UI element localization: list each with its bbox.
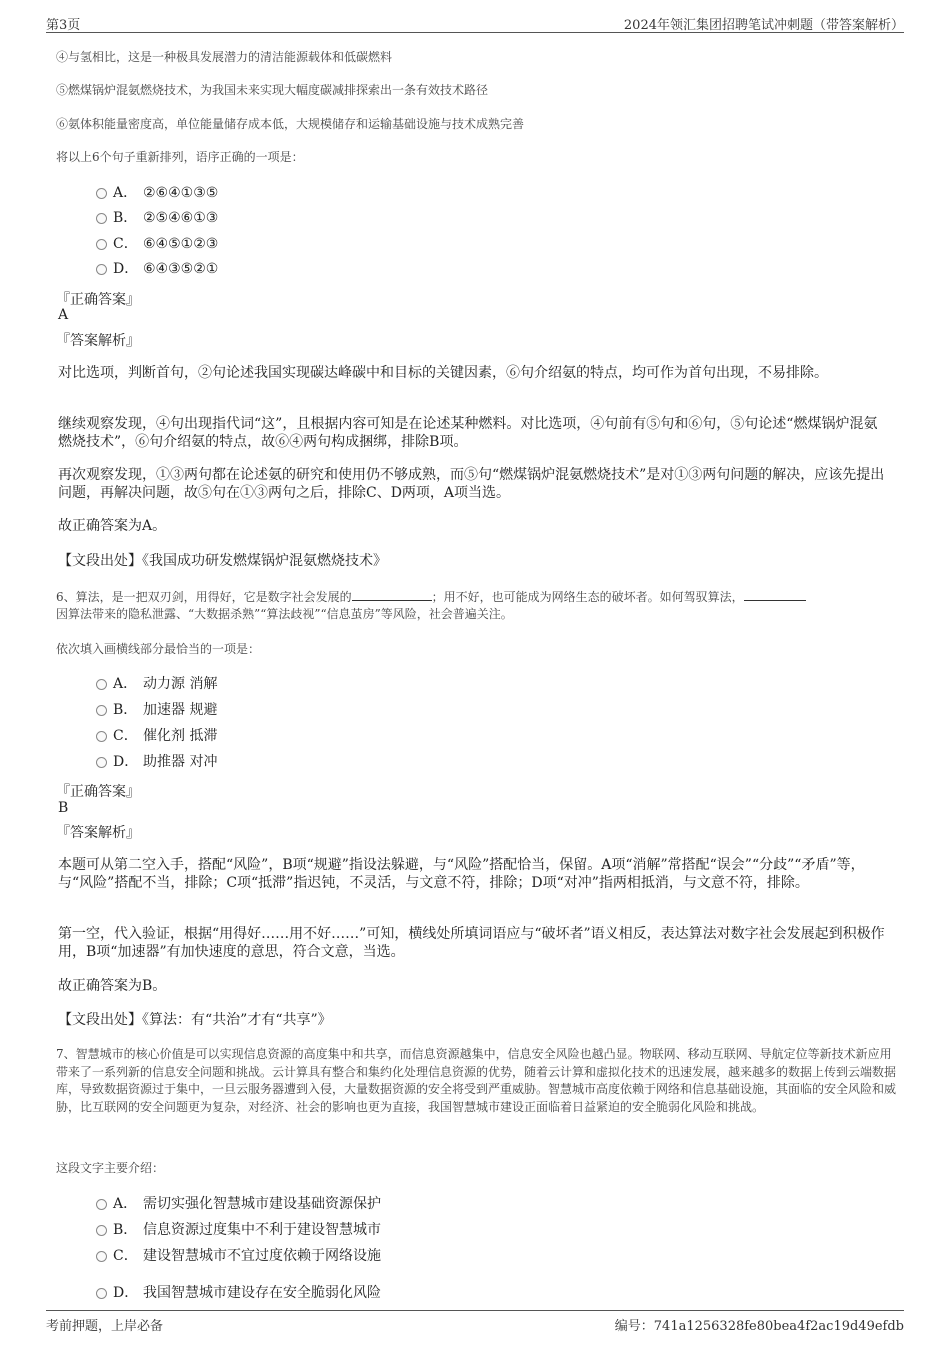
q5-source: 【文段出处】《我国成功研发燃煤锅炉混氨燃烧技术》 xyxy=(58,553,387,569)
radio-icon[interactable] xyxy=(96,1288,107,1299)
q6-option-d[interactable]: D． 助推器 对冲 xyxy=(96,752,217,772)
q5-analysis-label: 『答案解析』 xyxy=(56,333,140,349)
radio-icon[interactable] xyxy=(96,239,107,250)
radio-icon[interactable] xyxy=(96,213,107,224)
q6-analysis-label: 『答案解析』 xyxy=(56,825,140,841)
radio-icon[interactable] xyxy=(96,1251,107,1262)
q5-sentence-6: ⑥氨体积能量密度高，单位能量储存成本低，大规模储存和运输基础设施与技术成熟完善 xyxy=(56,117,525,131)
q6-explanation-2: 第一空，代入验证，根据“用得好……用不好……”可知，横线处所填词语应与“破坏者”语义相反，表达算法对数字社会发展起到积极作用，B项“加速器”有加快速度的意思，符合文意，当选。 xyxy=(58,926,885,960)
q6-source: 【文段出处】《算法：有“共治”才有“共享”》 xyxy=(58,1012,332,1028)
page-footer xyxy=(46,1310,904,1333)
q5-option-c[interactable]: C． ⑥④⑤①②③ xyxy=(96,234,218,254)
q5-answer: A xyxy=(58,307,69,323)
footer-slogan: 考前押题，上岸必备 xyxy=(46,1319,164,1334)
q7-option-b[interactable]: B． 信息资源过度集中不利于建设智慧城市 xyxy=(96,1220,381,1240)
q6-stem: 6、算法，是一把双刃剑，用得好，它是数字社会发展的 ；用不好，也可能成为网络生态的破坏者。如何驾驭算法， 因算法带来的隐私泄露、“大数据杀熟”“算法歧视”“信息茧房”等风险，社会普遍关注。 xyxy=(56,588,896,623)
q6-option-b[interactable]: B． 加速器 规避 xyxy=(96,700,217,720)
radio-icon[interactable] xyxy=(96,188,107,199)
q7-option-a[interactable]: A． 需切实强化智慧城市建设基础资源保护 xyxy=(96,1194,381,1214)
blank-1 xyxy=(352,588,432,601)
document-title: 2024年领汇集团招聘笔试冲刺题（带答案解析） xyxy=(623,18,904,33)
radio-icon[interactable] xyxy=(96,679,107,690)
q5-prompt: 将以上6个句子重新排列，语序正确的一项是： xyxy=(56,150,304,164)
q6-answer-label: 『正确答案』 xyxy=(56,784,140,800)
radio-icon[interactable] xyxy=(96,264,107,275)
q5-option-d[interactable]: D． ⑥④③⑤②① xyxy=(96,259,218,279)
q5-explanation-1: 对比选项，判断首句，②句论述我国实现碳达峰碳中和目标的关键因素，⑥句介绍氨的特点，均可作为首句出现，不易排除。 xyxy=(58,365,828,381)
document-id: 编号：741a1256328fe80bea4f2ac19d49efdb xyxy=(614,1319,904,1334)
q6-option-a[interactable]: A． 动力源 消解 xyxy=(96,674,217,694)
page-number: 第3页 xyxy=(46,18,81,33)
q5-explanation-4: 故正确答案为A。 xyxy=(58,518,167,534)
q5-answer-label: 『正确答案』 xyxy=(56,292,140,308)
q5-sentence-5: ⑤燃煤锅炉混氨燃烧技术，为我国未来实现大幅度碳减排探索出一条有效技术路径 xyxy=(56,83,489,97)
radio-icon[interactable] xyxy=(96,705,107,716)
q6-answer: B xyxy=(58,800,69,816)
q5-explanation-3: 再次观察发现，①③两句都在论述氨的研究和使用仍不够成熟，而⑤句“燃煤锅炉混氨燃烧技术”是对①③两句问题的解决，应该先提出问题，再解决问题，故⑤句在①③两句之后，排除C、D两项，A项当选。 xyxy=(58,467,885,501)
q5-sentence-4: ④与氢相比，这是一种极具发展潜力的清洁能源载体和低碳燃料 xyxy=(56,50,393,64)
q5-option-b[interactable]: B． ②⑤④⑥①③ xyxy=(96,208,218,228)
q7-prompt: 这段文字主要介绍： xyxy=(56,1161,165,1175)
q6-prompt: 依次填入画横线部分最恰当的一项是： xyxy=(56,642,261,656)
q5-option-a[interactable]: A． ②⑥④①③⑤ xyxy=(96,183,218,203)
q6-explanation-1: 本题可从第二空入手，搭配“风险”，B项“规避”指设法躲避，与“风险”搭配恰当，保留。A项“消解”常搭配“误会”“分歧”“矛盾”等，与“风险”搭配不当，排除；C项“抵滞”指迟钝，不灵活，与文意不符，排除；D项“对冲”指两相抵消，与文意不符，排除。 xyxy=(58,857,865,891)
q5-explanation-2: 继续观察发现，④句出现指代词“这”，且根据内容可知是在论述某种燃料。对比选项，④句前有⑤句和⑥句，⑤句论述“燃煤锅炉混氨燃烧技术”，⑥句介绍氨的特点，故⑥④两句构成捆绑，排除B项。 xyxy=(58,416,878,450)
radio-icon[interactable] xyxy=(96,731,107,742)
radio-icon[interactable] xyxy=(96,1199,107,1210)
q7-stem: 7、智慧城市的核心价值是可以实现信息资源的高度集中和共享，而信息资源越集中，信息安全风险也越凸显。物联网、移动互联网、导航定位等新技术新应用带来了一系列新的信息安全问题和挑战。云计算具有整合和集约化处理信息资源的优势，随着云计算和虚拟化技术的迅速发展，越来越多的数据上传到云端数据库，导致数据资源过于集中，一旦云服务器遭到入侵，大量数据资源的安全将受到严重威胁。智慧城市高度依赖于网络和信息基础设施，其面临的安全风险和威胁，比互联网的安全问题更为复杂，对经济、社会的影响也更为直接，我国智慧城市建设正面临着日益紧迫的安全脆弱化风险和挑战。 xyxy=(56,1047,897,1114)
q7-option-d[interactable]: D． 我国智慧城市建设存在安全脆弱化风险 xyxy=(96,1283,381,1303)
blank-2 xyxy=(744,588,806,601)
radio-icon[interactable] xyxy=(96,757,107,768)
q6-option-c[interactable]: C． 催化剂 抵滞 xyxy=(96,726,217,746)
radio-icon[interactable] xyxy=(96,1225,107,1236)
page-header xyxy=(46,10,904,33)
q7-option-c[interactable]: C． 建设智慧城市不宜过度依赖于网络设施 xyxy=(96,1246,381,1266)
q6-explanation-3: 故正确答案为B。 xyxy=(58,978,167,994)
